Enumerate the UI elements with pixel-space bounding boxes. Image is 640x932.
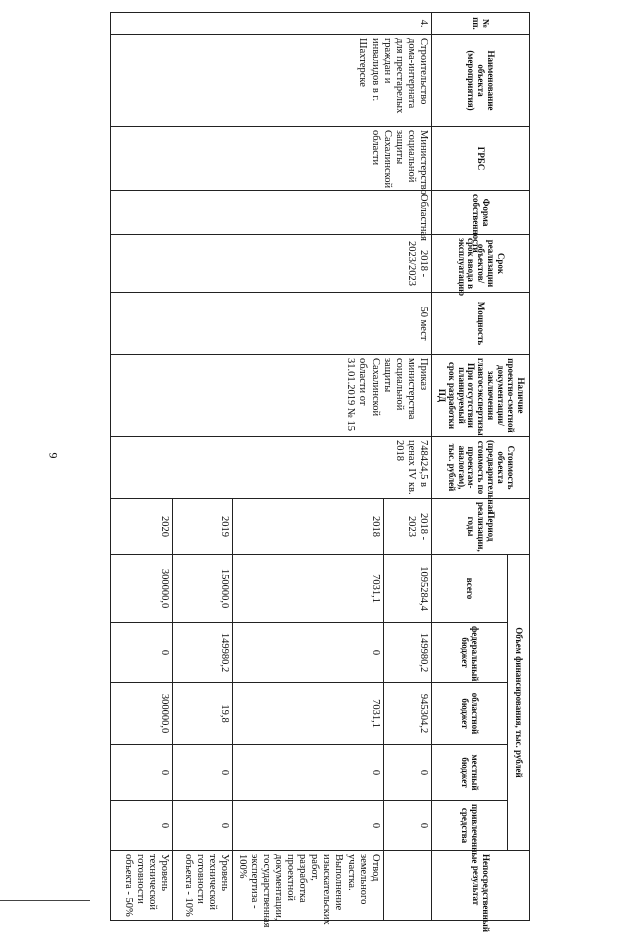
object-psd: Приказ министерства социальной защиты Сахалинской области от 31.01.2019 № 15 xyxy=(111,355,432,437)
federal-cell: 0 xyxy=(111,623,173,683)
header-grbs: ГРБС xyxy=(431,127,529,191)
object-capacity: 50 мест xyxy=(111,293,432,355)
object-deadline: 2018 - 2023/2023 xyxy=(111,235,432,293)
total-cell: 300000,0 xyxy=(111,555,173,623)
header-name: Наименование объекта (мероприятия) xyxy=(431,35,529,127)
local-cell: 0 xyxy=(173,745,233,801)
federal-cell: 149980,2 xyxy=(383,623,431,683)
total-cell: 150000,0 xyxy=(173,555,233,623)
header-no: № пп. xyxy=(431,13,529,35)
local-cell: 0 xyxy=(383,745,431,801)
header-capacity: Мощность xyxy=(431,293,529,355)
header-funding: Объем финансирования, тыс. рублей xyxy=(507,555,529,851)
period-cell: 2020 xyxy=(111,499,173,555)
funding-table xyxy=(110,12,530,932)
object-name: Строительство дома-интерната для престарелых граждан и инвалидов в г. Шахтерске xyxy=(111,35,432,127)
result-cell xyxy=(383,851,431,921)
attracted-cell: 0 xyxy=(173,801,233,851)
period-cell: 2018 - 2023 xyxy=(383,499,431,555)
header-period: Период реализации, годы xyxy=(431,499,529,555)
object-ownership: Областная xyxy=(111,191,432,235)
regional-cell: 300000,0 xyxy=(111,683,173,745)
federal-cell: 0 xyxy=(233,623,383,683)
header-deadline: Срок реализации объектов/срок ввода в эксплуатацию xyxy=(431,235,529,293)
attracted-cell: 0 xyxy=(383,801,431,851)
federal-cell: 149980,2 xyxy=(173,623,233,683)
total-cell: 7031,1 xyxy=(233,555,383,623)
header-local: местный бюджет xyxy=(431,745,507,801)
footer-rule xyxy=(0,900,90,901)
regional-cell: 7031,1 xyxy=(233,683,383,745)
period-cell: 2019 xyxy=(173,499,233,555)
header-result: Непосредственный результат xyxy=(431,851,529,921)
result-cell: Уровень технической готовности объекта - 10% xyxy=(173,851,233,921)
header-cost: Стоимость объекта (предварительная стоимость по проектам-аналогам), тыс. рублей xyxy=(431,437,529,499)
header-psd: Наличие проектно-сметной документации/заключения главгосэкспертизы При отсутствии планируемый срок разработки ПД xyxy=(431,355,529,437)
total-cell: 1095284,4 xyxy=(383,555,431,623)
header-attracted: привлеченные средства xyxy=(431,801,507,851)
object-grbs: Министерство социальной защиты Сахалинской области xyxy=(111,127,432,191)
attracted-cell: 0 xyxy=(111,801,173,851)
local-cell: 0 xyxy=(111,745,173,801)
period-cell: 2018 xyxy=(233,499,383,555)
header-federal: федеральный бюджет xyxy=(431,623,507,683)
header-total: всего xyxy=(431,555,507,623)
rotated-table-container xyxy=(110,12,530,932)
attracted-cell: 0 xyxy=(233,801,383,851)
result-cell: Уровень технической готовности объекта - 50% xyxy=(111,851,173,921)
result-cell: Отвод земельного участка. Выполнение изыскательских работ, разработка проектной документации, государственная экспертиза - 100% xyxy=(233,851,383,921)
object-cost: 748424,5 в ценах IV кв. 2018 xyxy=(111,437,432,499)
regional-cell: 19,8 xyxy=(173,683,233,745)
header-ownership: Форма собственности xyxy=(431,191,529,235)
header-regional: областной бюджет xyxy=(431,683,507,745)
regional-cell: 945304,2 xyxy=(383,683,431,745)
page-number: 9 xyxy=(46,452,61,459)
local-cell: 0 xyxy=(233,745,383,801)
row-number: 4. xyxy=(111,13,432,35)
